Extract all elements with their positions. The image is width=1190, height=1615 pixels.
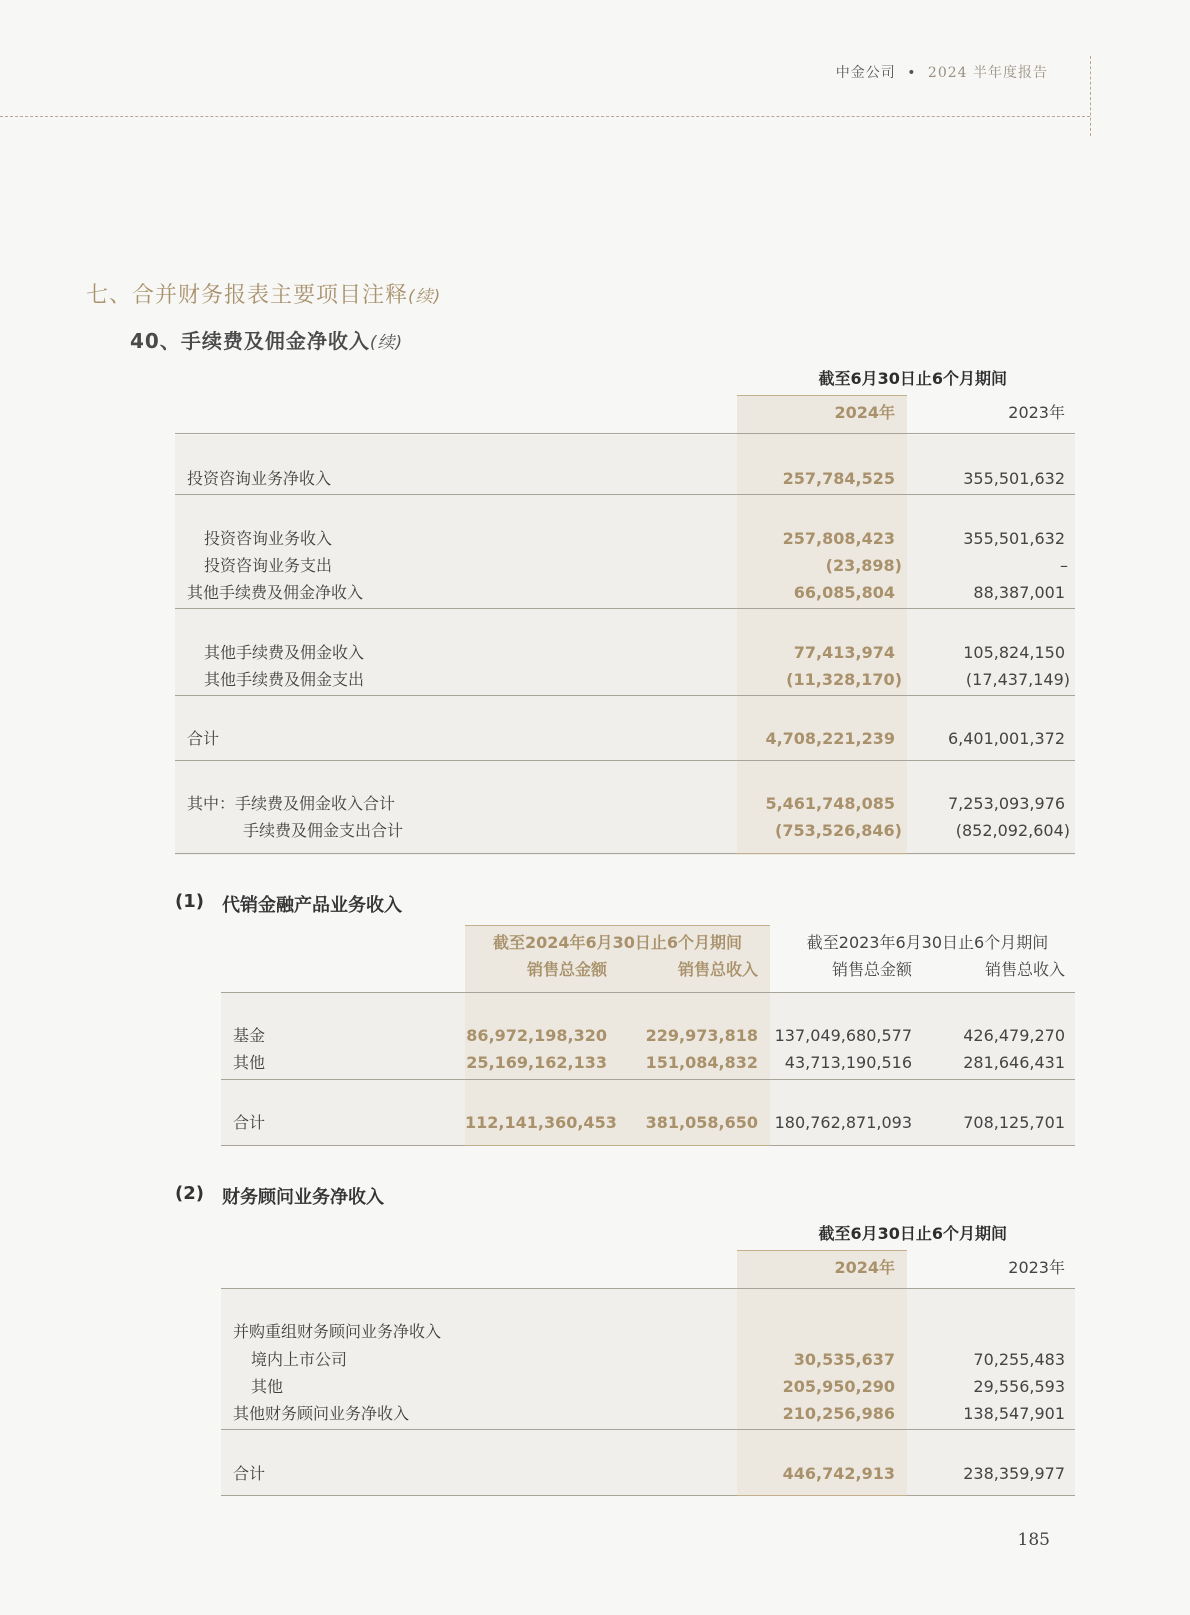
table-row-amount-2024: 112,141,360,453: [465, 1113, 617, 1132]
part1-period-2024: 截至2024年6月30日止6个月期间: [492, 933, 743, 952]
part2-2024-shade: [737, 1250, 907, 1495]
part2-period-header: 截至6月30日止6个月期间: [818, 1224, 1007, 1243]
table-row-income-2023: 426,479,270: [963, 1026, 1065, 1045]
table-row-value-2024: (11,328,170): [786, 670, 902, 689]
part1-header-rule: [221, 992, 1075, 993]
table1-period-header: 截至6月30日止6个月期间: [818, 369, 1007, 388]
part1-col-amount-2024: 销售总金额: [526, 960, 607, 979]
table-row-income-2024: 381,058,650: [645, 1113, 758, 1132]
table-row-amount-2024: 25,169,162,133: [466, 1053, 607, 1072]
header-dashed-mark: [1090, 56, 1091, 136]
table-row-value-2023: 88,387,001: [973, 583, 1065, 602]
part2-gold-line: [737, 1250, 907, 1251]
table-row-value-2023: 6,401,001,372: [947, 729, 1065, 748]
table-row-label: 合计: [187, 729, 220, 748]
table1-rule: [175, 760, 1075, 761]
table1-rule: [175, 608, 1075, 609]
table-row-label: 投资咨询业务收入: [204, 529, 333, 548]
table-row-value-2024: 5,461,748,085: [765, 794, 895, 813]
section-title-text: 七、合并财务报表主要项目注释: [86, 283, 409, 308]
table-row-value-2024: (753,526,846): [775, 821, 902, 840]
table-row-income-2024: 229,973,818: [645, 1026, 758, 1045]
table-row-income-2023: 281,646,431: [963, 1053, 1065, 1072]
part1-title: 代销金融产品业务收入: [222, 895, 402, 916]
part1-col-amount-2023: 销售总金额: [831, 960, 912, 979]
section-cont: (续): [408, 287, 442, 307]
table-row-value-2024: 205,950,290: [782, 1377, 895, 1396]
part2-bottom-rule: [221, 1495, 1075, 1496]
table-row-label: 其他手续费及佣金净收入: [187, 583, 364, 602]
table-row-value-2024: 257,784,525: [782, 469, 895, 488]
part2-header-rule: [221, 1288, 1075, 1289]
header-separator: •: [907, 65, 917, 81]
part1-gold-bottom: [465, 1145, 770, 1146]
table-row-value-2024: (23,898): [825, 556, 902, 575]
table-row-amount-2023: 43,713,190,516: [784, 1053, 912, 1072]
table-row-value-2023: 70,255,483: [973, 1350, 1065, 1369]
section-title: [86, 278, 441, 309]
table-row-value-2023: 355,501,632: [963, 529, 1065, 548]
part2-col-2023: 2023年: [1008, 1258, 1065, 1277]
table-row-label: 境内上市公司: [251, 1350, 348, 1369]
table-row-label: 并购重组财务顾问业务净收入: [233, 1322, 442, 1341]
subsection-title: [130, 325, 403, 354]
table-row-value-2023: 105,824,150: [963, 643, 1065, 662]
part1-period-2023: 截至2023年6月30日止6个月期间: [806, 933, 1049, 952]
table-row-label: 投资咨询业务净收入: [187, 469, 332, 488]
table-row-amount-2023: 137,049,680,577: [774, 1026, 912, 1045]
table1-rule: [175, 494, 1075, 495]
part2-title: 财务顾问业务净收入: [222, 1187, 384, 1208]
table1-col-2023: 2023年: [1008, 403, 1065, 422]
table-row-value-2023: 7,253,093,976: [947, 794, 1065, 813]
table1-header-rule: [175, 433, 1075, 434]
table-row-amount-2023: 180,762,871,093: [774, 1113, 912, 1132]
table-row-label: 其他财务顾问业务净收入: [233, 1404, 410, 1423]
table-row-value-2024: 210,256,986: [782, 1404, 895, 1423]
table-row-income-2023: 708,125,701: [963, 1113, 1065, 1132]
table1-2024-shade: [737, 395, 907, 855]
table1-gold-bottom: [737, 853, 907, 854]
table-row-label: 合计: [233, 1464, 266, 1483]
table-row-value-2023: 29,556,593: [973, 1377, 1065, 1396]
table-row-value-2023: –: [1060, 556, 1068, 575]
part1-number: (1): [175, 891, 204, 912]
table-row-label: 投资咨询业务支出: [204, 556, 333, 575]
table-row-label: 手续费及佣金支出合计: [243, 821, 404, 840]
table-row-income-2024: 151,084,832: [645, 1053, 758, 1072]
part1-gold-line: [465, 925, 770, 926]
table-row-label: 其中：手续费及佣金收入合计: [187, 794, 396, 813]
table-row-value-2024: 30,535,637: [793, 1350, 895, 1369]
table-row-value-2024: 4,708,221,239: [765, 729, 895, 748]
part1-col-income-2023: 销售总收入: [984, 960, 1065, 979]
table-row-value-2024: 66,085,804: [793, 583, 895, 602]
table1-bottom-rule: [175, 853, 1075, 854]
table1-gold-line: [737, 395, 907, 396]
part2-number: (2): [175, 1183, 204, 1204]
table-row-value-2024: 257,808,423: [782, 529, 895, 548]
table-row-value-2024: 77,413,974: [793, 643, 895, 662]
table-row-value-2024: 446,742,913: [782, 1464, 895, 1483]
part1-col-income-2024: 销售总收入: [677, 960, 758, 979]
running-header: [836, 62, 1048, 82]
table-row-value-2023: 138,547,901: [963, 1404, 1065, 1423]
table1-rule: [175, 695, 1075, 696]
subsection-cont: (续): [369, 333, 404, 353]
subsection-title-text: 40、手续费及佣金净收入: [130, 329, 370, 353]
report-name: 2024 半年度报告: [927, 65, 1048, 81]
table-row-amount-2024: 86,972,198,320: [466, 1026, 607, 1045]
table-row-value-2023: (852,092,604): [955, 821, 1070, 840]
table-row-value-2023: 238,359,977: [963, 1464, 1065, 1483]
table-row-value-2023: 355,501,632: [963, 469, 1065, 488]
company-name: 中金公司: [835, 65, 896, 81]
table-row-label: 其他手续费及佣金支出: [204, 670, 365, 689]
table-row-value-2023: (17,437,149): [965, 670, 1070, 689]
part2-col-2024: 2024年: [834, 1258, 895, 1277]
part2-gold-bottom: [737, 1495, 907, 1496]
header-dashed-line: [0, 116, 1090, 117]
part2-rule: [221, 1429, 1075, 1430]
table-row-label: 其他: [251, 1377, 284, 1396]
table-row-label: 其他手续费及佣金收入: [204, 643, 365, 662]
table-row-label: 合计: [233, 1113, 266, 1132]
table1-col-2024: 2024年: [834, 403, 895, 422]
part1-rule: [221, 1079, 1075, 1080]
table-row-label: 基金: [233, 1026, 266, 1045]
page-number: 185: [1017, 1530, 1050, 1550]
table-row-label: 其他: [233, 1053, 266, 1072]
